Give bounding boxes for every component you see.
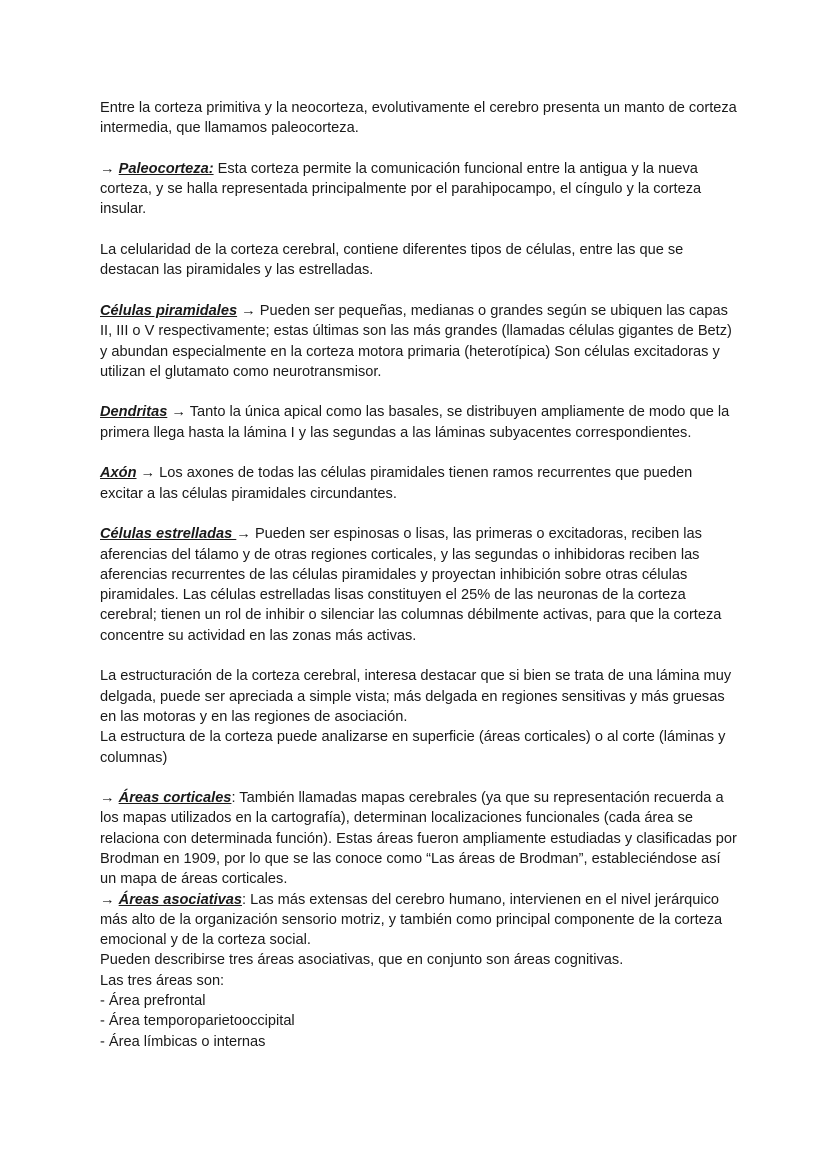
arrow-prefix: →	[100, 790, 119, 807]
paleocorteza-text: Esta corteza permite la comunicación funcional entre la antigua y la nueva corteza, y se halla representada principalmente por el parahipocampo, el cíngulo y la corteza insular.	[100, 160, 702, 218]
paragraph-axon	[100, 463, 738, 504]
areas-list	[100, 991, 738, 1052]
term-areas-asociativas: Áreas asociativas	[118, 891, 242, 908]
paragraph-dendritas	[100, 402, 738, 443]
term-axon: Axón	[100, 465, 137, 482]
list-item: - Área prefrontal	[100, 993, 206, 1010]
dendritas-text: → Tanto la única apical como las basales, se distribuyen ampliamente de modo que la primera llega hasta la lámina I y las segundas a las láminas subyacentes correspondientes.	[100, 404, 730, 441]
paragraph-areas-corticales	[100, 788, 738, 889]
paragraph-celulas-piramidales	[100, 301, 738, 382]
paragraph-lista-intro: Las tres áreas son:	[100, 972, 225, 989]
celulas-estrelladas-text: → Pueden ser espinosas o lisas, las primeras o excitadoras, reciben las aferencias del tálamo y de otras regiones corticales, y las segundas o inhibidoras reciben las aferencias recurrentes de las células piramidales y proyectan inhibición sobre otras células piramidales. Las células estrelladas lisas constituyen el 25% de las neuronas de la corteza cerebral; tienen un rol de inhibir o silenciar las columnas débilmente activas, para que la corteza concentre su actividad en las zonas más activas.	[100, 526, 722, 644]
term-dendritas: Dendritas	[100, 404, 168, 421]
term-celulas-piramidales: Células piramidales	[100, 302, 238, 319]
areas-asociativas-text: : Las más extensas del cerebro humano, intervienen en el nivel jerárquico más alto de la organización sensorio motriz, y también como principal componente de la corteza emocional y de la corteza social.	[100, 891, 723, 949]
axon-text: → Los axones de todas las células piramidales tienen ramos recurrentes que pueden excitar a las células piramidales circundantes.	[100, 465, 693, 502]
arrow-prefix: →	[100, 160, 119, 177]
list-item: - Área límbicas o internas	[100, 1033, 266, 1050]
paragraph-celularidad: La celularidad de la corteza cerebral, contiene diferentes tipos de células, entre las que se destacan las piramidales y las estrelladas.	[100, 242, 684, 279]
list-item: - Área temporoparietooccipital	[100, 1013, 295, 1030]
celulas-piramidales-text: → Pueden ser pequeñas, medianas o grandes según se ubiquen las capas II, III o V respectivamente; estas últimas son las más grandes (llamadas células gigantes de Betz) y abundan especialmente en la corteza motora primaria (heterotípica) Son células excitadoras y utilizan el glutamato como neurotransmisor.	[100, 302, 732, 380]
areas-corticales-text: : También llamadas mapas cerebrales (ya que su representación recuerda a los mapas utilizados en la cartografía), determinan localizaciones funcionales (cada área se relaciona con determinada función). Estas áreas fueron ampliamente estudiadas y clasificadas por Brodman en 1909, por lo que se las conoce como “Las áreas de Brodman”, estableciéndose así un mapa de áreas corticales.	[100, 790, 737, 888]
paragraph-tres-areas: Pueden describirse tres áreas asociativas, que en conjunto son áreas cognitivas.	[100, 952, 624, 969]
paragraph-areas-asociativas	[100, 890, 738, 951]
term-paleocorteza: Paleocorteza:	[118, 160, 214, 177]
paragraph-celulas-estrelladas	[100, 524, 738, 646]
paragraph-paleocorteza	[100, 159, 738, 220]
paragraph-estructura-analisis: La estructura de la corteza puede analizarse en superficie (áreas corticales) o al corte (láminas y columnas)	[100, 729, 726, 766]
paragraph-intro: Entre la corteza primitiva y la neocorteza, evolutivamente el cerebro presenta un manto de corteza intermedia, que llamamos paleocorteza.	[100, 100, 737, 137]
paragraph-estructuracion: La estructuración de la corteza cerebral, interesa destacar que si bien se trata de una lámina muy delgada, puede ser apreciada a simple vista; más delgada en regiones sensitivas y más gruesas en las motoras y en las regiones de asociación.	[100, 668, 732, 725]
term-celulas-estrelladas: Células estrelladas	[100, 526, 237, 543]
arrow-prefix: →	[100, 891, 119, 908]
term-areas-corticales: Áreas corticales	[118, 790, 232, 807]
